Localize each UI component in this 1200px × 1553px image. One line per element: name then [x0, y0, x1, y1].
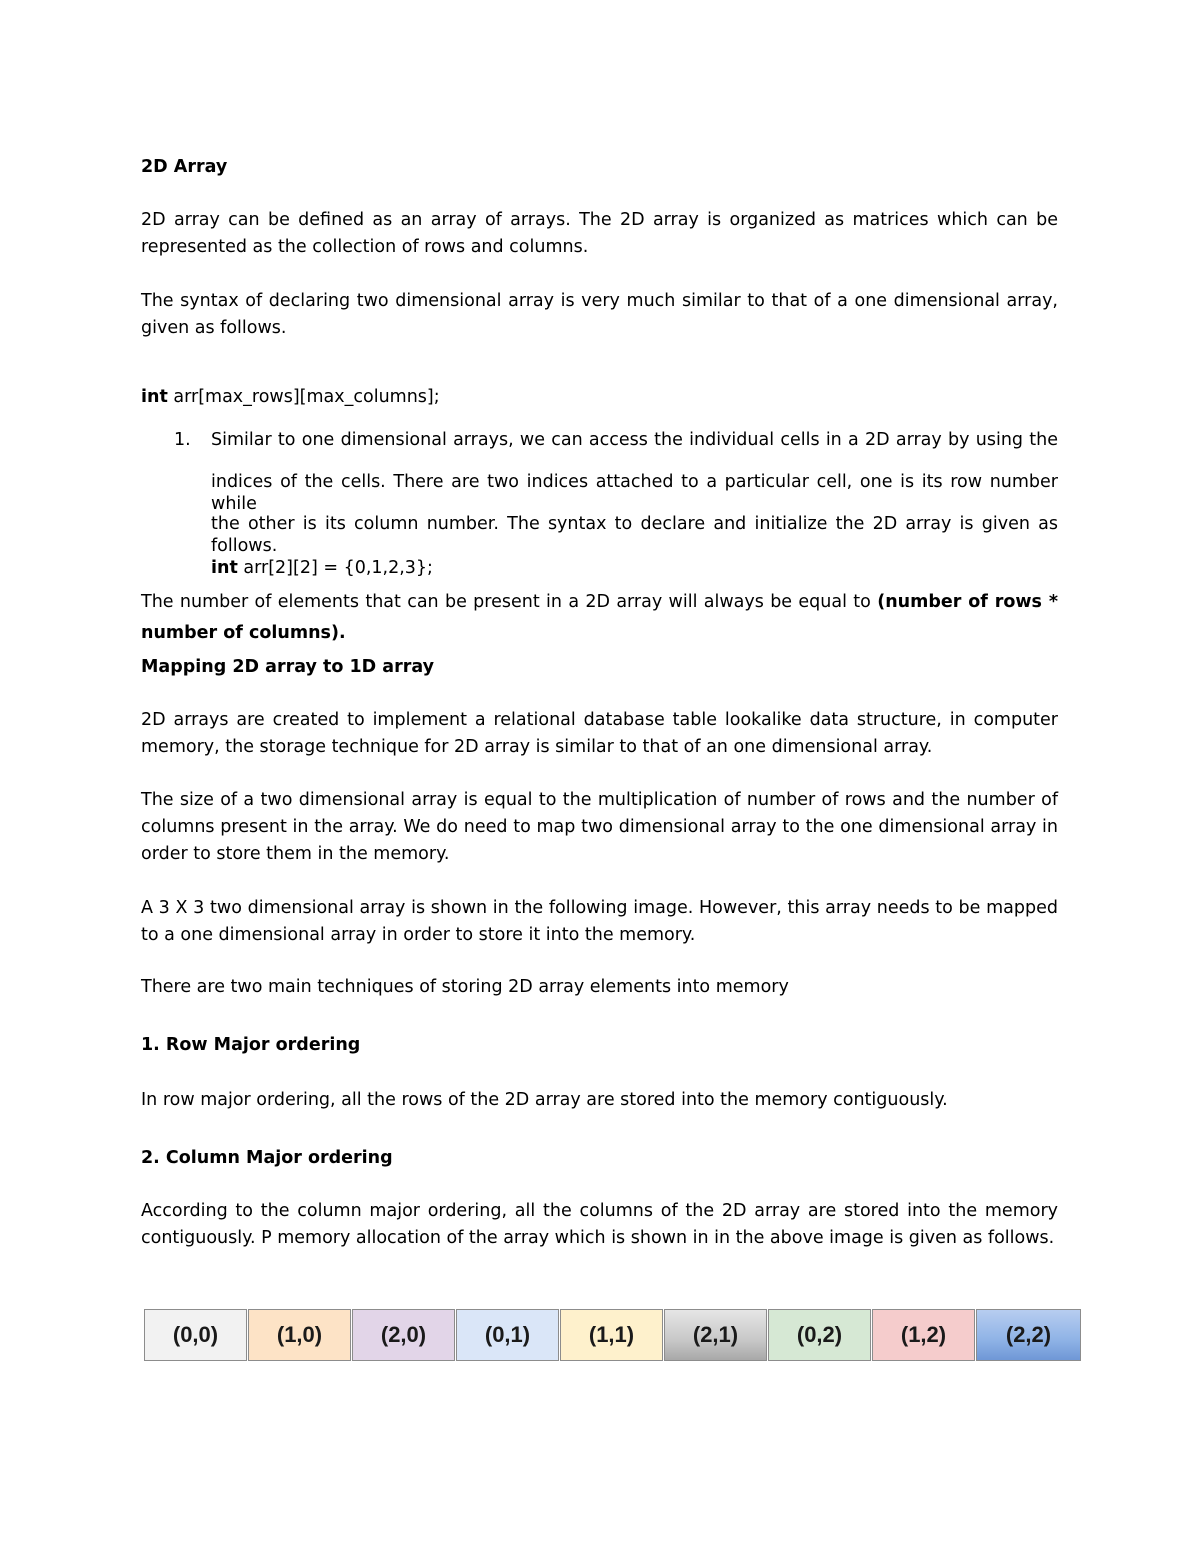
section-heading: 1. Row Major ordering	[141, 1035, 361, 1055]
memory-cell-1-1	[560, 1309, 663, 1361]
paragraph-line: number of columns).	[141, 623, 346, 643]
code-initialization	[211, 557, 433, 579]
code-keyword: int	[141, 387, 168, 407]
memory-cell-0-1	[456, 1309, 559, 1361]
paragraph-line: memory, the storage technique for 2D array is similar to that of an one dimensional array.	[141, 737, 933, 757]
list-item-line: Similar to one dimensional arrays, we can access the individual cells in a 2D array by using the	[211, 430, 1058, 450]
paragraph-line: The syntax of declaring two dimensional array is very much similar to that of a one dimensional array,	[141, 291, 1058, 311]
code-declaration	[141, 386, 440, 408]
paragraph-line: order to store them in the memory.	[141, 844, 450, 864]
paragraph-line: 2D array can be defined as an array of arrays. The 2D array is organized as matrices which can be	[141, 210, 1058, 230]
memory-cell-label: (1,1)	[588, 1322, 635, 1347]
code-keyword: int	[211, 558, 238, 578]
memory-cell-label: (2,2)	[1005, 1322, 1052, 1347]
section-heading: Mapping 2D array to 1D array	[141, 657, 435, 677]
list-number: 1.	[174, 430, 191, 450]
memory-cell-label: (2,0)	[380, 1322, 427, 1347]
memory-cell-label: (0,2)	[796, 1322, 843, 1347]
paragraph-line: A 3 X 3 two dimensional array is shown in the following image. However, this array needs to be mapped	[141, 898, 1058, 918]
memory-cell-0-0	[144, 1309, 247, 1361]
list-item-line: indices of the cells. There are two indices attached to a particular cell, one is its row number while	[211, 472, 1058, 514]
list-item-line: the other is its column number. The syntax to declare and initialize the 2D array is given as follows.	[211, 514, 1058, 556]
memory-cell-2-0	[352, 1309, 455, 1361]
memory-cell-label: (1,0)	[276, 1322, 323, 1347]
paragraph-line	[141, 591, 1058, 613]
paragraph-line: columns present in the array. We do need to map two dimensional array to the one dimensional array in	[141, 817, 1058, 837]
memory-cell-1-2	[872, 1309, 975, 1361]
page-title: 2D Array	[141, 157, 228, 177]
memory-cell-1-0	[248, 1309, 351, 1361]
paragraph-line: According to the column major ordering, all the columns of the 2D array are stored into the memory	[141, 1201, 1058, 1221]
code-text: arr[2][2] = {0,1,2,3};	[237, 558, 433, 578]
memory-cell-label: (0,0)	[172, 1322, 219, 1347]
paragraph-line: to a one dimensional array in order to store it into the memory.	[141, 925, 696, 945]
paragraph-line: There are two main techniques of storing 2D array elements into memory	[141, 977, 789, 997]
paragraph-bold-text: (number of rows *	[877, 592, 1058, 612]
paragraph-line: given as follows.	[141, 318, 287, 338]
memory-cell-label: (0,1)	[484, 1322, 531, 1347]
memory-cell-0-2	[768, 1309, 871, 1361]
paragraph-line: represented as the collection of rows and columns.	[141, 237, 589, 257]
paragraph-line: The size of a two dimensional array is equal to the multiplication of number of rows and the number of	[141, 790, 1058, 810]
section-heading: 2. Column Major ordering	[141, 1148, 393, 1168]
code-text: arr[max_rows][max_columns];	[167, 387, 440, 407]
memory-cell-label: (1,2)	[900, 1322, 947, 1347]
paragraph-line: 2D arrays are created to implement a relational database table lookalike data structure, in computer	[141, 710, 1058, 730]
paragraph-line: In row major ordering, all the rows of the 2D array are stored into the memory contiguously.	[141, 1090, 948, 1110]
memory-cell-2-1	[664, 1309, 767, 1361]
paragraph-text: The number of elements that can be present in a 2D array will always be equal to	[141, 592, 878, 612]
memory-cell-2-2	[976, 1309, 1081, 1361]
paragraph-line: contiguously. P memory allocation of the array which is shown in in the above image is given as follows.	[141, 1228, 1055, 1248]
memory-cell-label: (2,1)	[692, 1322, 739, 1347]
